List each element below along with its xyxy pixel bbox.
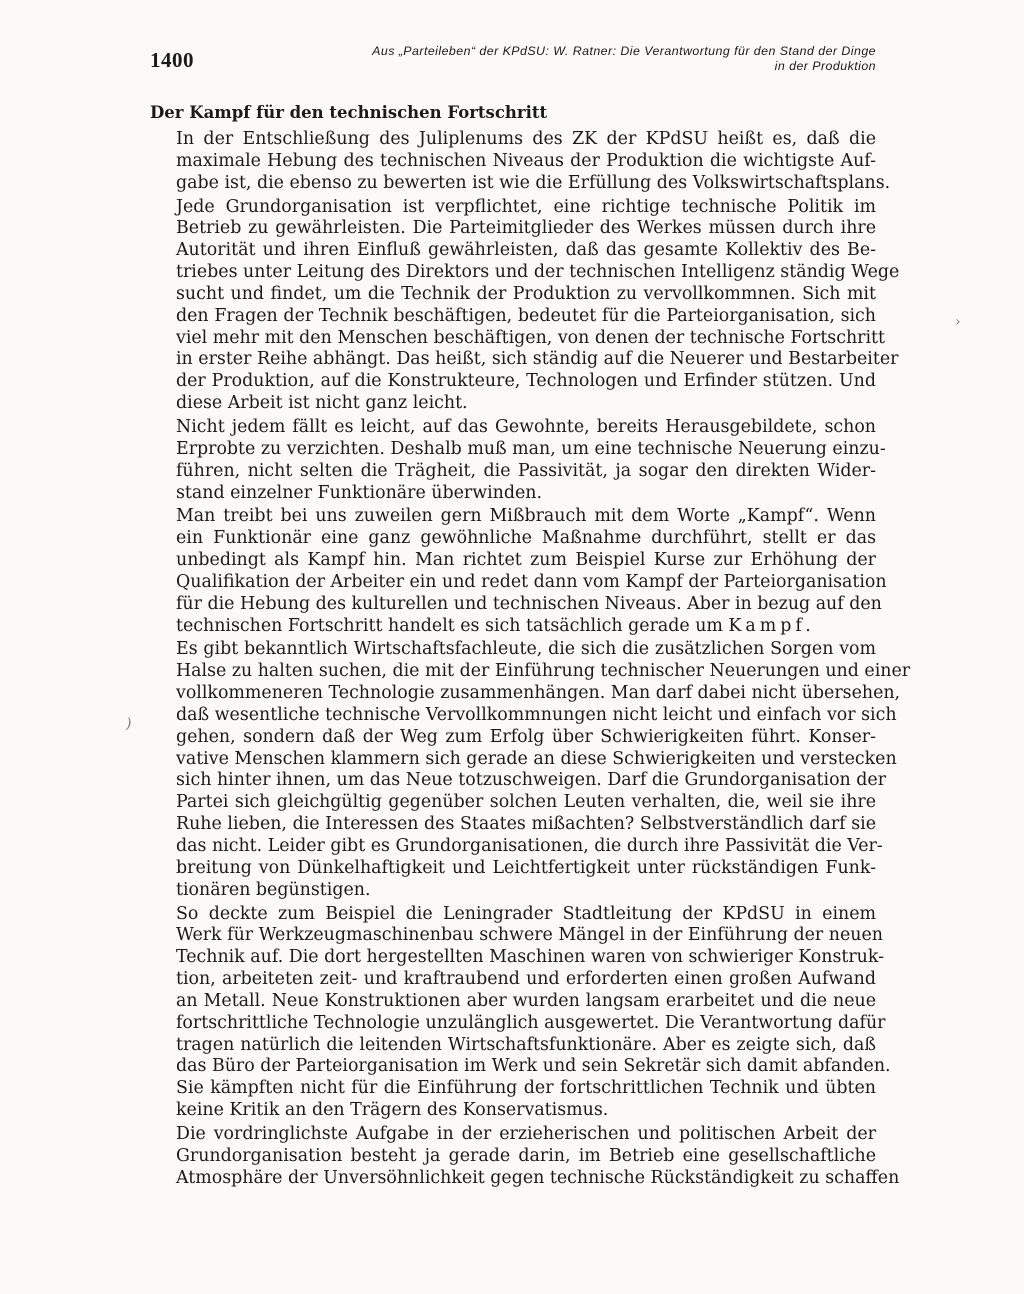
text-line: Betrieb zu gewährleisten. Die Parteimitglieder des Werkes müssen durch ihre	[176, 218, 876, 239]
paragraph	[150, 416, 886, 504]
text-line: tionären begünstigen.	[176, 879, 371, 900]
text-line	[150, 616, 876, 638]
running-header-line-1: Aus „Parteileben“ der KPdSU: W. Ratner: Die Verantwortung für den Stand der Dinge	[372, 44, 876, 58]
text-line: Werk für Werkzeugmaschinenbau schwere Mängel in der Einführung der neuen	[176, 925, 883, 946]
text-line: Es gibt bekanntlich Wirtschaftsfachleute, die sich die zusätzlichen Sorgen vom	[176, 639, 876, 660]
text-line: keine Kritik an den Trägern des Konservatismus.	[176, 1100, 609, 1121]
text-line: vollkommeneren Technologie zusammenhängen. Man darf dabei nicht übersehen,	[176, 683, 901, 704]
text-line: gabe ist, die ebenso zu bewerten ist wie die Erfüllung des Volkswirtschaftsplans.	[176, 172, 891, 193]
text-line: stand einzelner Funktionäre überwinden.	[176, 482, 543, 503]
text-line: Sie kämpften nicht für die Einführung der fortschrittlichen Technik und übten	[176, 1078, 876, 1099]
paragraph	[150, 196, 900, 415]
text-line: maximale Hebung des technischen Niveaus der Produktion die wichtigste Auf-	[176, 150, 876, 171]
text-line: sucht und findet, um die Technik der Produktion zu vervollkommnen. Sich mit	[176, 283, 876, 304]
text-line: Atmosphäre der Unversöhnlichkeit gegen technische Rückständigkeit zu schaffen	[176, 1167, 900, 1188]
text-line: breitung von Dünkelhaftigkeit und Leichtfertigkeit unter rückständigen Funk-	[176, 857, 876, 878]
text-line: Grundorganisation besteht ja gerade darin, im Betrieb eine gesellschaftliche	[176, 1145, 876, 1166]
text-line: viel mehr mit den Menschen beschäftigen, von denen der technische Fortschritt	[176, 327, 886, 348]
text-line: der Produktion, auf die Konstrukteure, Technologen und Erfinder stützen. Und	[176, 371, 876, 392]
text-line: tragen natürlich die leitenden Wirtschaftsfunktionäre. Aber es zeigte sich, daß	[176, 1034, 876, 1055]
paragraph	[150, 1123, 900, 1190]
text-line: So deckte zum Beispiel die Leningrader Stadtleitung der KPdSU in einem	[176, 903, 876, 924]
text-line: vative Menschen klammern sich gerade an diese Schwierigkeiten und verstecken	[176, 748, 897, 769]
text-line: Jede Grundorganisation ist verpflichtet, eine richtige technische Politik im	[176, 196, 876, 217]
paragraph	[150, 903, 891, 1122]
paragraph	[150, 129, 891, 195]
paragraph	[150, 506, 887, 637]
text-line: in erster Reihe abhängt. Das heißt, sich ständig auf die Neuerer und Bestarbeiter	[176, 349, 899, 370]
section-heading: Der Kampf für den technischen Fortschritt	[150, 103, 548, 122]
body-text	[150, 129, 911, 1190]
text-line: tion, arbeiteten zeit- und kraftraubend und erforderten einen großen Aufwand	[176, 969, 876, 990]
text-line: das nicht. Leider gibt es Grundorganisationen, die durch ihre Passivität die Ver-	[176, 836, 883, 856]
text-line: daß wesentliche technische Vervollkommnungen nicht leicht und einfach vor sich	[176, 704, 897, 725]
text-line: Qualifikation der Arbeiter ein und redet dann vom Kampf der Parteiorganisation	[176, 571, 887, 592]
page-number: 1400	[150, 48, 194, 72]
text-line: fortschrittliche Technologie unzulänglich ausgewertet. Die Verantwortung dafür	[176, 1012, 886, 1033]
margin-mark-left: )	[126, 716, 132, 732]
text-line: Nicht jedem fällt es leicht, auf das Gewohnte, bereits Herausgebildete, schon	[176, 416, 876, 437]
text-line: für die Hebung des kulturellen und technischen Niveaus. Aber in bezug auf den	[176, 593, 882, 614]
emphasized-word: Kampf.	[728, 615, 815, 636]
text-line: triebes unter Leitung des Direktors und der technischen Intelligenz ständig Wege	[176, 262, 900, 283]
text-line: an Metall. Neue Konstruktionen aber wurden langsam erarbeitet und die neue	[176, 990, 876, 1011]
text-line: Technik auf. Die dort hergestellten Maschinen waren von schwieriger Konstruk-	[176, 947, 884, 968]
text-segment: technischen Fortschritt handelt es sich tatsächlich gerade um	[176, 615, 729, 636]
paragraph	[150, 639, 911, 901]
margin-mark-right: ›	[955, 314, 961, 330]
text-line: Autorität und ihren Einfluß gewährleisten, daß das gesamte Kollektiv des Be-	[176, 240, 876, 261]
text-line: Partei sich gleichgültig gegenüber solchen Leuten verhalten, die, weil sie ihre	[176, 792, 876, 813]
text-line: ein Funktionär eine ganz gewöhnliche Maßnahme durchführt, stellt er das	[176, 528, 876, 549]
text-line: In der Entschließung des Juliplenums des ZK der KPdSU heißt es, daß die	[176, 129, 876, 149]
text-line: Erprobte zu verzichten. Deshalb muß man, um eine technische Neuerung einzu-	[176, 438, 886, 459]
text-line: Die vordringlichste Aufgabe in der erzieherischen und politischen Arbeit der	[176, 1123, 876, 1144]
running-header-line-2: in der Produktion	[774, 59, 876, 73]
text-line: sich hinter ihnen, um das Neue totzuschweigen. Darf die Grundorganisation der	[176, 770, 887, 791]
text-line: das Büro der Parteiorganisation im Werk und sein Sekretär sich damit abfanden.	[176, 1056, 891, 1077]
text-line: führen, nicht selten die Trägheit, die Passivität, ja sogar den direkten Wider-	[176, 460, 876, 481]
text-line: diese Arbeit ist nicht ganz leicht.	[176, 393, 468, 414]
text-line: den Fragen der Technik beschäftigen, bedeutet für die Parteiorganisation, sich	[176, 305, 876, 326]
text-line: Ruhe lieben, die Interessen des Staates mißachten? Selbstverständlich darf sie	[176, 814, 876, 835]
text-line: unbedingt als Kampf hin. Man richtet zum Beispiel Kurse zur Erhöhung der	[176, 550, 876, 571]
text-line: Halse zu halten suchen, die mit der Einführung technischer Neuerungen und einer	[176, 661, 911, 682]
running-header	[230, 44, 876, 74]
text-line: Man treibt bei uns zuweilen gern Mißbrauch mit dem Worte „Kampf“. Wenn	[176, 506, 876, 527]
text-line: gehen, sondern daß der Weg zum Erfolg über Schwierigkeiten führt. Konser-	[176, 726, 876, 747]
